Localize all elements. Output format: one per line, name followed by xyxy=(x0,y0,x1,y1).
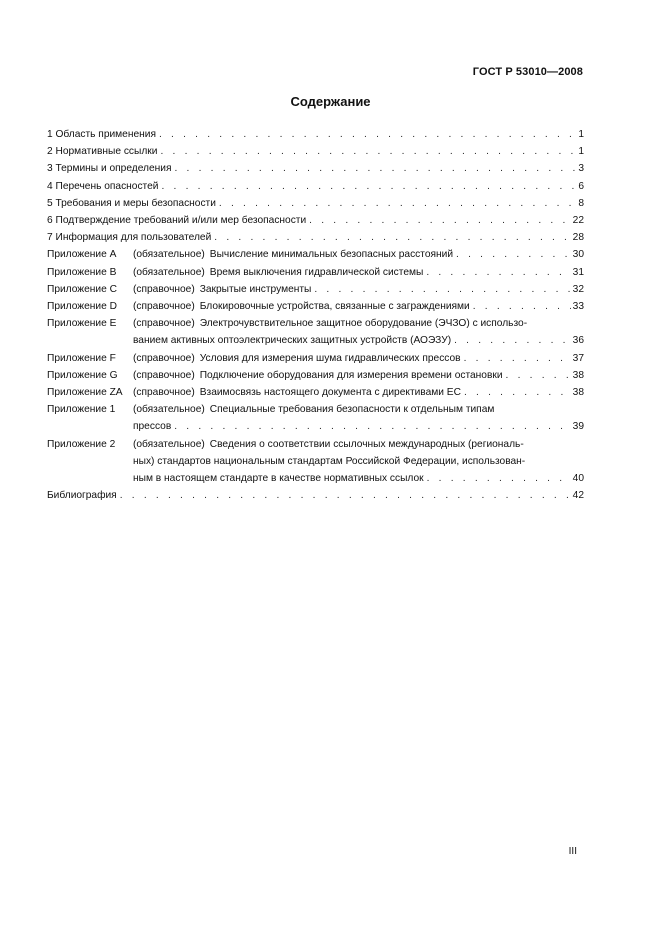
toc-page-number: 39 xyxy=(572,421,584,433)
toc-entry-section-5[interactable] xyxy=(47,195,584,212)
annex-kind: (обязательное) xyxy=(133,266,205,278)
leader-dots xyxy=(456,246,571,263)
toc-entry-annex-1[interactable] xyxy=(47,401,584,418)
toc-page-number: 30 xyxy=(572,249,584,261)
leader-dots xyxy=(473,298,571,315)
annex-label: Приложение E xyxy=(47,318,117,330)
leader-dots xyxy=(159,126,576,143)
toc-entry-section-7[interactable] xyxy=(47,229,584,246)
annex-label: Приложение 2 xyxy=(47,438,116,450)
toc-entry-text: 6 Подтверждение требований и/или мер безопасности xyxy=(47,215,307,227)
toc-entry-annex-e[interactable] xyxy=(47,315,584,332)
leader-dots xyxy=(214,229,570,246)
toc-page-number: 1 xyxy=(578,146,584,158)
annex-title: Вычисление минимальных безопасных расстояний xyxy=(209,249,454,261)
annex-title: Блокировочные устройства, связанные с заграждениями xyxy=(199,301,470,313)
annex-kind: (справочное) xyxy=(133,283,195,295)
toc-page-number: 22 xyxy=(572,215,584,227)
leader-dots xyxy=(464,350,571,367)
toc-entry-annex-g[interactable] xyxy=(47,367,584,384)
toc-entry-annex-c[interactable] xyxy=(47,281,584,298)
toc-page-number: 8 xyxy=(578,197,584,209)
annex-title-continued: ным в настоящем стандарте в качестве нормативных ссылок xyxy=(133,473,424,485)
toc-page-number: 40 xyxy=(572,473,584,485)
toc-entry-text: 3 Термины и определения xyxy=(47,163,172,175)
toc-entry-text: Библиография xyxy=(47,490,117,502)
leader-dots xyxy=(161,178,576,195)
toc-entry-annex-2-continued[interactable] xyxy=(47,470,584,487)
leader-dots xyxy=(174,418,570,435)
annex-title: Время выключения гидравлической системы xyxy=(209,266,424,278)
annex-title-continued: ванием активных оптоэлектрических защитных устройств (АОЭЗУ) xyxy=(133,335,452,347)
annex-kind: (обязательное) xyxy=(133,438,205,450)
leader-dots xyxy=(219,195,576,212)
toc-page-number: 32 xyxy=(572,283,584,295)
toc-entry-annex-za[interactable] xyxy=(47,384,584,401)
toc-entry-annex-b[interactable] xyxy=(47,264,584,281)
annex-label: Приложение G xyxy=(47,369,118,381)
annex-kind: (справочное) xyxy=(133,387,195,399)
toc-entry-section-4[interactable] xyxy=(47,178,584,195)
annex-label: Приложение C xyxy=(47,283,117,295)
annex-kind: (справочное) xyxy=(133,352,195,364)
toc-page-number: 31 xyxy=(572,266,584,278)
annex-label: Приложение A xyxy=(47,249,117,261)
page-number: III xyxy=(568,846,577,857)
toc-entry-text: 4 Перечень опасностей xyxy=(47,180,159,192)
toc-entry-annex-1-continued[interactable] xyxy=(47,418,584,435)
toc-entry-text: 1 Область применения xyxy=(47,129,156,140)
leader-dots xyxy=(464,384,571,401)
toc-entry-section-6[interactable] xyxy=(47,212,584,229)
annex-title: Условия для измерения шума гидравлических прессов xyxy=(199,352,461,364)
toc-entry-section-3[interactable] xyxy=(47,160,584,177)
annex-label: Приложение F xyxy=(47,352,116,364)
annex-title: Подключение оборудования для измерения времени остановки xyxy=(199,369,503,381)
toc-entry-bibliography[interactable] xyxy=(47,487,584,504)
annex-title: Взаимосвязь настоящего документа с директивами ЕС xyxy=(199,387,461,399)
toc-page-number: 38 xyxy=(572,387,584,399)
annex-label: Приложение B xyxy=(47,266,117,278)
toc-entry-annex-a[interactable] xyxy=(47,246,584,263)
table-of-contents xyxy=(47,126,584,504)
page-title: Содержание xyxy=(290,94,371,109)
toc-entry-text: 7 Информация для пользователей xyxy=(47,232,212,244)
leader-dots xyxy=(426,264,570,281)
leader-dots xyxy=(309,212,570,229)
annex-kind: (справочное) xyxy=(133,318,195,330)
annex-label: Приложение 1 xyxy=(47,404,116,416)
toc-page-number: 3 xyxy=(578,163,584,175)
toc-page-number: 42 xyxy=(572,490,584,502)
annex-kind: (обязательное) xyxy=(133,404,205,416)
toc-page-number: 36 xyxy=(572,335,584,347)
toc-entry-annex-d[interactable] xyxy=(47,298,584,315)
toc-entry-annex-2-continued[interactable] xyxy=(47,453,584,470)
annex-kind: (справочное) xyxy=(133,301,195,313)
toc-entry-annex-f[interactable] xyxy=(47,350,584,367)
toc-page-number: 38 xyxy=(572,369,584,381)
annex-title-continued: прессов xyxy=(133,421,172,433)
annex-title: Электрочувствительное защитное оборудование (ЭЧЗО) с использо- xyxy=(199,318,528,330)
leader-dots xyxy=(174,160,576,177)
toc-entry-text: 5 Требования и меры безопасности xyxy=(47,197,216,209)
leader-dots xyxy=(120,487,571,504)
toc-page-number: 33 xyxy=(572,301,584,313)
leader-dots xyxy=(427,470,571,487)
leader-dots xyxy=(454,332,571,349)
annex-title: Сведения о соответствии ссылочных международных (региональ- xyxy=(209,438,524,450)
annex-kind: (справочное) xyxy=(133,369,195,381)
toc-page-number: 6 xyxy=(578,180,584,192)
leader-dots xyxy=(314,281,570,298)
toc-entry-section-2[interactable] xyxy=(47,143,584,160)
toc-page-number: 28 xyxy=(572,232,584,244)
toc-entry-section-1[interactable] xyxy=(47,126,584,143)
annex-title-continued: ных) стандартов национальным стандартам Российской Федерации, использован- xyxy=(133,455,526,467)
leader-dots xyxy=(160,143,576,160)
toc-page-number: 1 xyxy=(578,129,584,140)
leader-dots xyxy=(506,367,571,384)
annex-title: Закрытые инструменты xyxy=(199,283,312,295)
toc-entry-text: 2 Нормативные ссылки xyxy=(47,146,158,158)
annex-label: Приложение ZA xyxy=(47,387,123,399)
annex-kind: (обязательное) xyxy=(133,249,205,261)
toc-entry-annex-e-continued[interactable] xyxy=(47,332,584,349)
annex-title: Специальные требования безопасности к отдельным типам xyxy=(209,404,495,416)
document-header: ГОСТ Р 53010—2008 xyxy=(472,66,583,78)
toc-page-number: 37 xyxy=(572,352,584,364)
toc-entry-annex-2[interactable] xyxy=(47,436,584,453)
annex-label: Приложение D xyxy=(47,301,117,313)
